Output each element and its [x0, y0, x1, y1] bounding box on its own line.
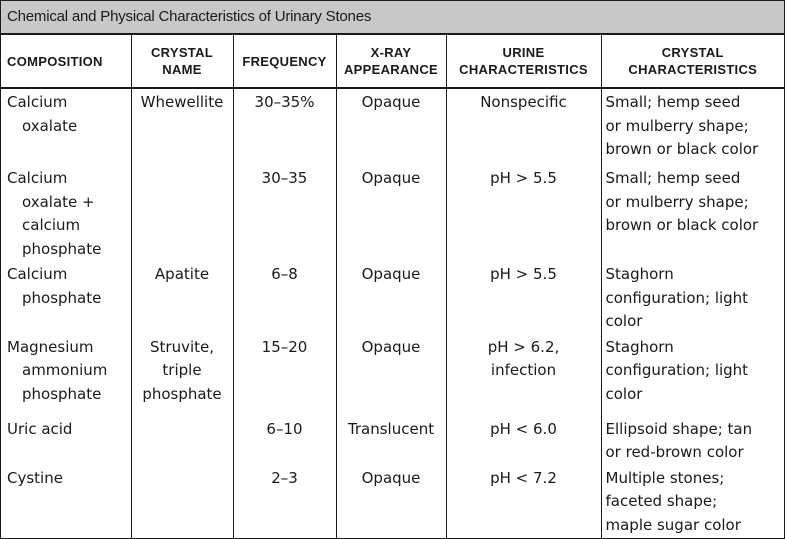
cell-frequency: 15–20 [233, 334, 336, 416]
cell-xray-appearance: Opaque [336, 465, 446, 538]
cell-frequency: 6–10 [233, 416, 336, 465]
cell-crystal-characteristics: Ellipsoid shape; tan or red-brown color [601, 416, 784, 465]
cell-xray-appearance: Opaque [336, 261, 446, 334]
cell-urine-characteristics: pH < 6.0 [446, 416, 601, 465]
cell-urine-characteristics: Nonspecific [446, 88, 601, 165]
header-composition: COMPOSITION [1, 35, 131, 88]
cell-crystal-characteristics: Small; hemp seed or mulberry shape; brown or black color [601, 165, 784, 261]
cell-xray-appearance: Opaque [336, 334, 446, 416]
cell-urine-characteristics: pH > 6.2, infection [446, 334, 601, 416]
cell-urine-characteristics: pH > 5.5 [446, 261, 601, 334]
header-row [1, 35, 784, 88]
table-row [1, 261, 784, 334]
cell-urine-characteristics: pH < 7.2 [446, 465, 601, 538]
table-row [1, 88, 784, 165]
cell-crystal-name [131, 165, 233, 261]
cell-urine-characteristics: pH > 5.5 [446, 165, 601, 261]
cell-crystal-characteristics: Multiple stones; faceted shape; maple sugar color [601, 465, 784, 538]
cell-crystal-name: Struvite, triple phosphate [131, 334, 233, 416]
cell-crystal-name [131, 416, 233, 465]
cell-composition: Cystine [7, 468, 63, 487]
table-title: Chemical and Physical Characteristics of Urinary Stones [1, 1, 784, 35]
cell-frequency: 2–3 [233, 465, 336, 538]
cell-crystal-characteristics: Small; hemp seed or mulberry shape; brown or black color [601, 88, 784, 165]
cell-composition: Calcium phosphate [7, 265, 102, 307]
table-row [1, 165, 784, 261]
cell-xray-appearance: Translucent [336, 416, 446, 465]
header-crystal-characteristics: CRYSTAL CHARACTERISTICS [601, 35, 784, 88]
cell-crystal-name: Whewellite [131, 88, 233, 165]
cell-crystal-characteristics: Staghorn configuration; light color [601, 334, 784, 416]
cell-crystal-name: Apatite [131, 261, 233, 334]
cell-frequency: 30–35% [233, 88, 336, 165]
cell-composition: Uric acid [7, 419, 73, 438]
table-row [1, 465, 784, 538]
cell-crystal-characteristics: Staghorn configuration; light color [601, 261, 784, 334]
cell-xray-appearance: Opaque [336, 88, 446, 165]
header-frequency: FREQUENCY [233, 35, 336, 88]
cell-composition: Magnesium ammonium phosphate [7, 337, 108, 403]
cell-composition: Calcium oxalate [7, 93, 78, 135]
table-row [1, 416, 784, 465]
header-crystal-name: CRYSTAL NAME [131, 35, 233, 88]
header-urine-characteristics: URINE CHARACTERISTICS [446, 35, 601, 88]
stones-table [1, 35, 784, 538]
header-xray-appearance: X-RAY APPEARANCE [336, 35, 446, 88]
cell-crystal-name [131, 465, 233, 538]
cell-frequency: 6–8 [233, 261, 336, 334]
cell-frequency: 30–35 [233, 165, 336, 261]
cell-xray-appearance: Opaque [336, 165, 446, 261]
cell-composition: Calcium oxalate + calcium phosphate [7, 169, 102, 258]
table-row [1, 334, 784, 416]
